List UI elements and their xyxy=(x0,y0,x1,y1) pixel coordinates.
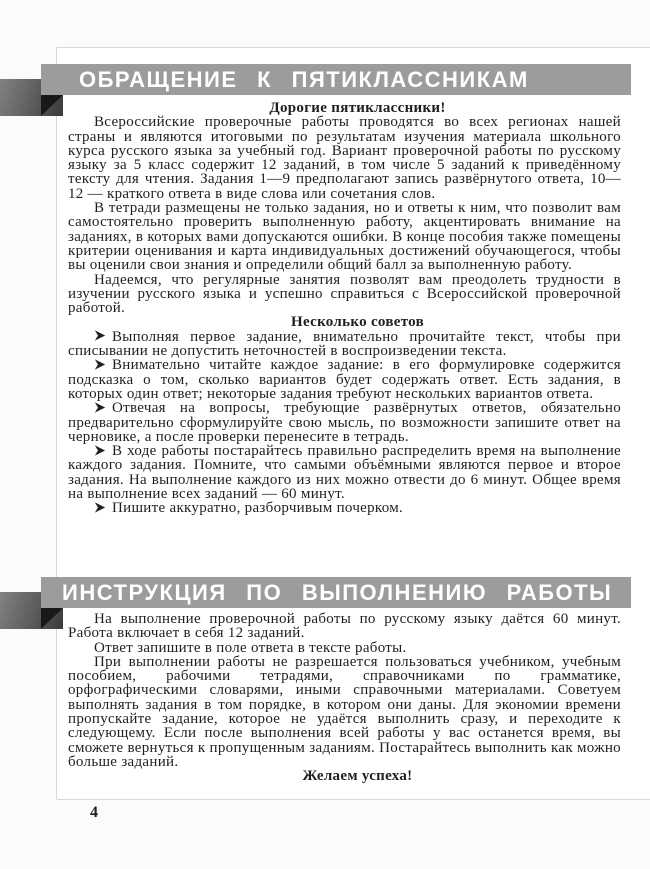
arrowhead-bullet-icon xyxy=(94,445,106,456)
arrowhead-bullet-icon xyxy=(94,502,106,513)
arrowhead-bullet-icon xyxy=(94,402,106,413)
tip-item xyxy=(68,501,621,515)
paragraph: Всероссийские проверочные работы проводятся во всех регионах нашей страны и являются итоговыми по результатам изучения материала школьного курса русского языка за учебный год. Вариант проверочной работы по русскому языку за 5 класс содержит 12 заданий, в том числе 5 заданий к приведённому тексту для чтения. Задания 1—9 предполагают запись развёрнутого ответа, 10—12 — краткого ответа в виде слова или сочетания слов. xyxy=(68,114,621,202)
tip-item xyxy=(68,330,621,359)
tip-text: Отвечая на вопросы, требующие развёрнутых ответов, обязательно предварительно сформулируйте свою мысль, по возможности запишите ответ на черновике, а после проверки перенесите в тетрадь. xyxy=(68,400,621,445)
tip-text: В ходе работы постарайтесь правильно распределить время на выполнение каждого задания. Помните, что самыми объёмными являются первое и второе задания. На выполнение каждого из них можно отвести до 6 минут. Общее время на выполнение всех заданий — 60 минут. xyxy=(68,443,621,503)
closing-wish: Желаем успеха! xyxy=(302,768,413,785)
paragraph: Надеемся, что регулярные занятия позволят вам преодолеть трудности в изучении русского языка и успешно справиться с Всероссийской проверочной работой. xyxy=(68,271,621,317)
tip-text: Внимательно читайте каждое задание: в его формулировке содержится подсказка о том, сколько вариантов будет содержать ответ. Есть задания, в которых один ответ; некоторые задания требуют нескольких вариантов ответа. xyxy=(68,357,621,402)
tip-text: Пишите аккуратно, разборчивым почерком. xyxy=(112,500,404,517)
paragraph: Ответ запишите в поле ответа в тексте работы. xyxy=(94,639,407,656)
paragraph: На выполнение проверочной работы по русскому языку даётся 60 минут. Работа включает в себя 12 заданий. xyxy=(68,611,621,642)
banner-bar xyxy=(41,577,631,608)
tip-text: Выполняя первое задание, внимательно прочитайте текст, чтобы при списывании не допустить неточностей в воспроизведении текста. xyxy=(68,328,621,360)
arrowhead-bullet-icon xyxy=(94,330,106,341)
tips-heading: Несколько советов xyxy=(291,314,424,331)
paragraph: В тетради размещены не только задания, но и ответы к ним, что позволит вам самостоятельно проверить выполненную работу, акцентировать внимание на заданиях, в которых вами допускаются ошибки. В конце пособия также помещены критерии оценивания и карта индивидуальных достижений обучающегося, чтобы вы оценили свои знания и определили общий балл за выполненную работу. xyxy=(68,200,621,274)
banner-title: ИНСТРУКЦИЯ ПО ВЫПОЛНЕНИЮ РАБОТЫ xyxy=(62,580,613,605)
banner-title: ОБРАЩЕНИЕ К ПЯТИКЛАССНИКАМ xyxy=(79,67,529,92)
arrowhead-bullet-icon xyxy=(94,359,106,370)
banner-bar xyxy=(41,64,631,95)
salutation-heading: Дорогие пятиклассники! xyxy=(269,100,446,116)
tip-item xyxy=(68,444,621,501)
section-address-text xyxy=(68,101,621,516)
paragraph: При выполнении работы не разрешается пользоваться учебником, учебным пособием, рабочими тетрадями, справочниками по грамматике, орфографическими словарями, иными справочными материалами. Советуем выполнять задания в том порядке, в котором они даны. Для экономии времени пропускайте задание, которое не удаётся выполнить сразу, и переходите к следующему. Если после выполнения всей работы у вас останется время, вы сможете вернуться к пропущенным заданиям. Постарайтесь выполнить как можно больше заданий. xyxy=(68,653,621,770)
section-instructions-text xyxy=(68,612,621,784)
tip-item xyxy=(68,358,621,401)
page-number: 4 xyxy=(90,804,98,821)
tip-item xyxy=(68,401,621,444)
